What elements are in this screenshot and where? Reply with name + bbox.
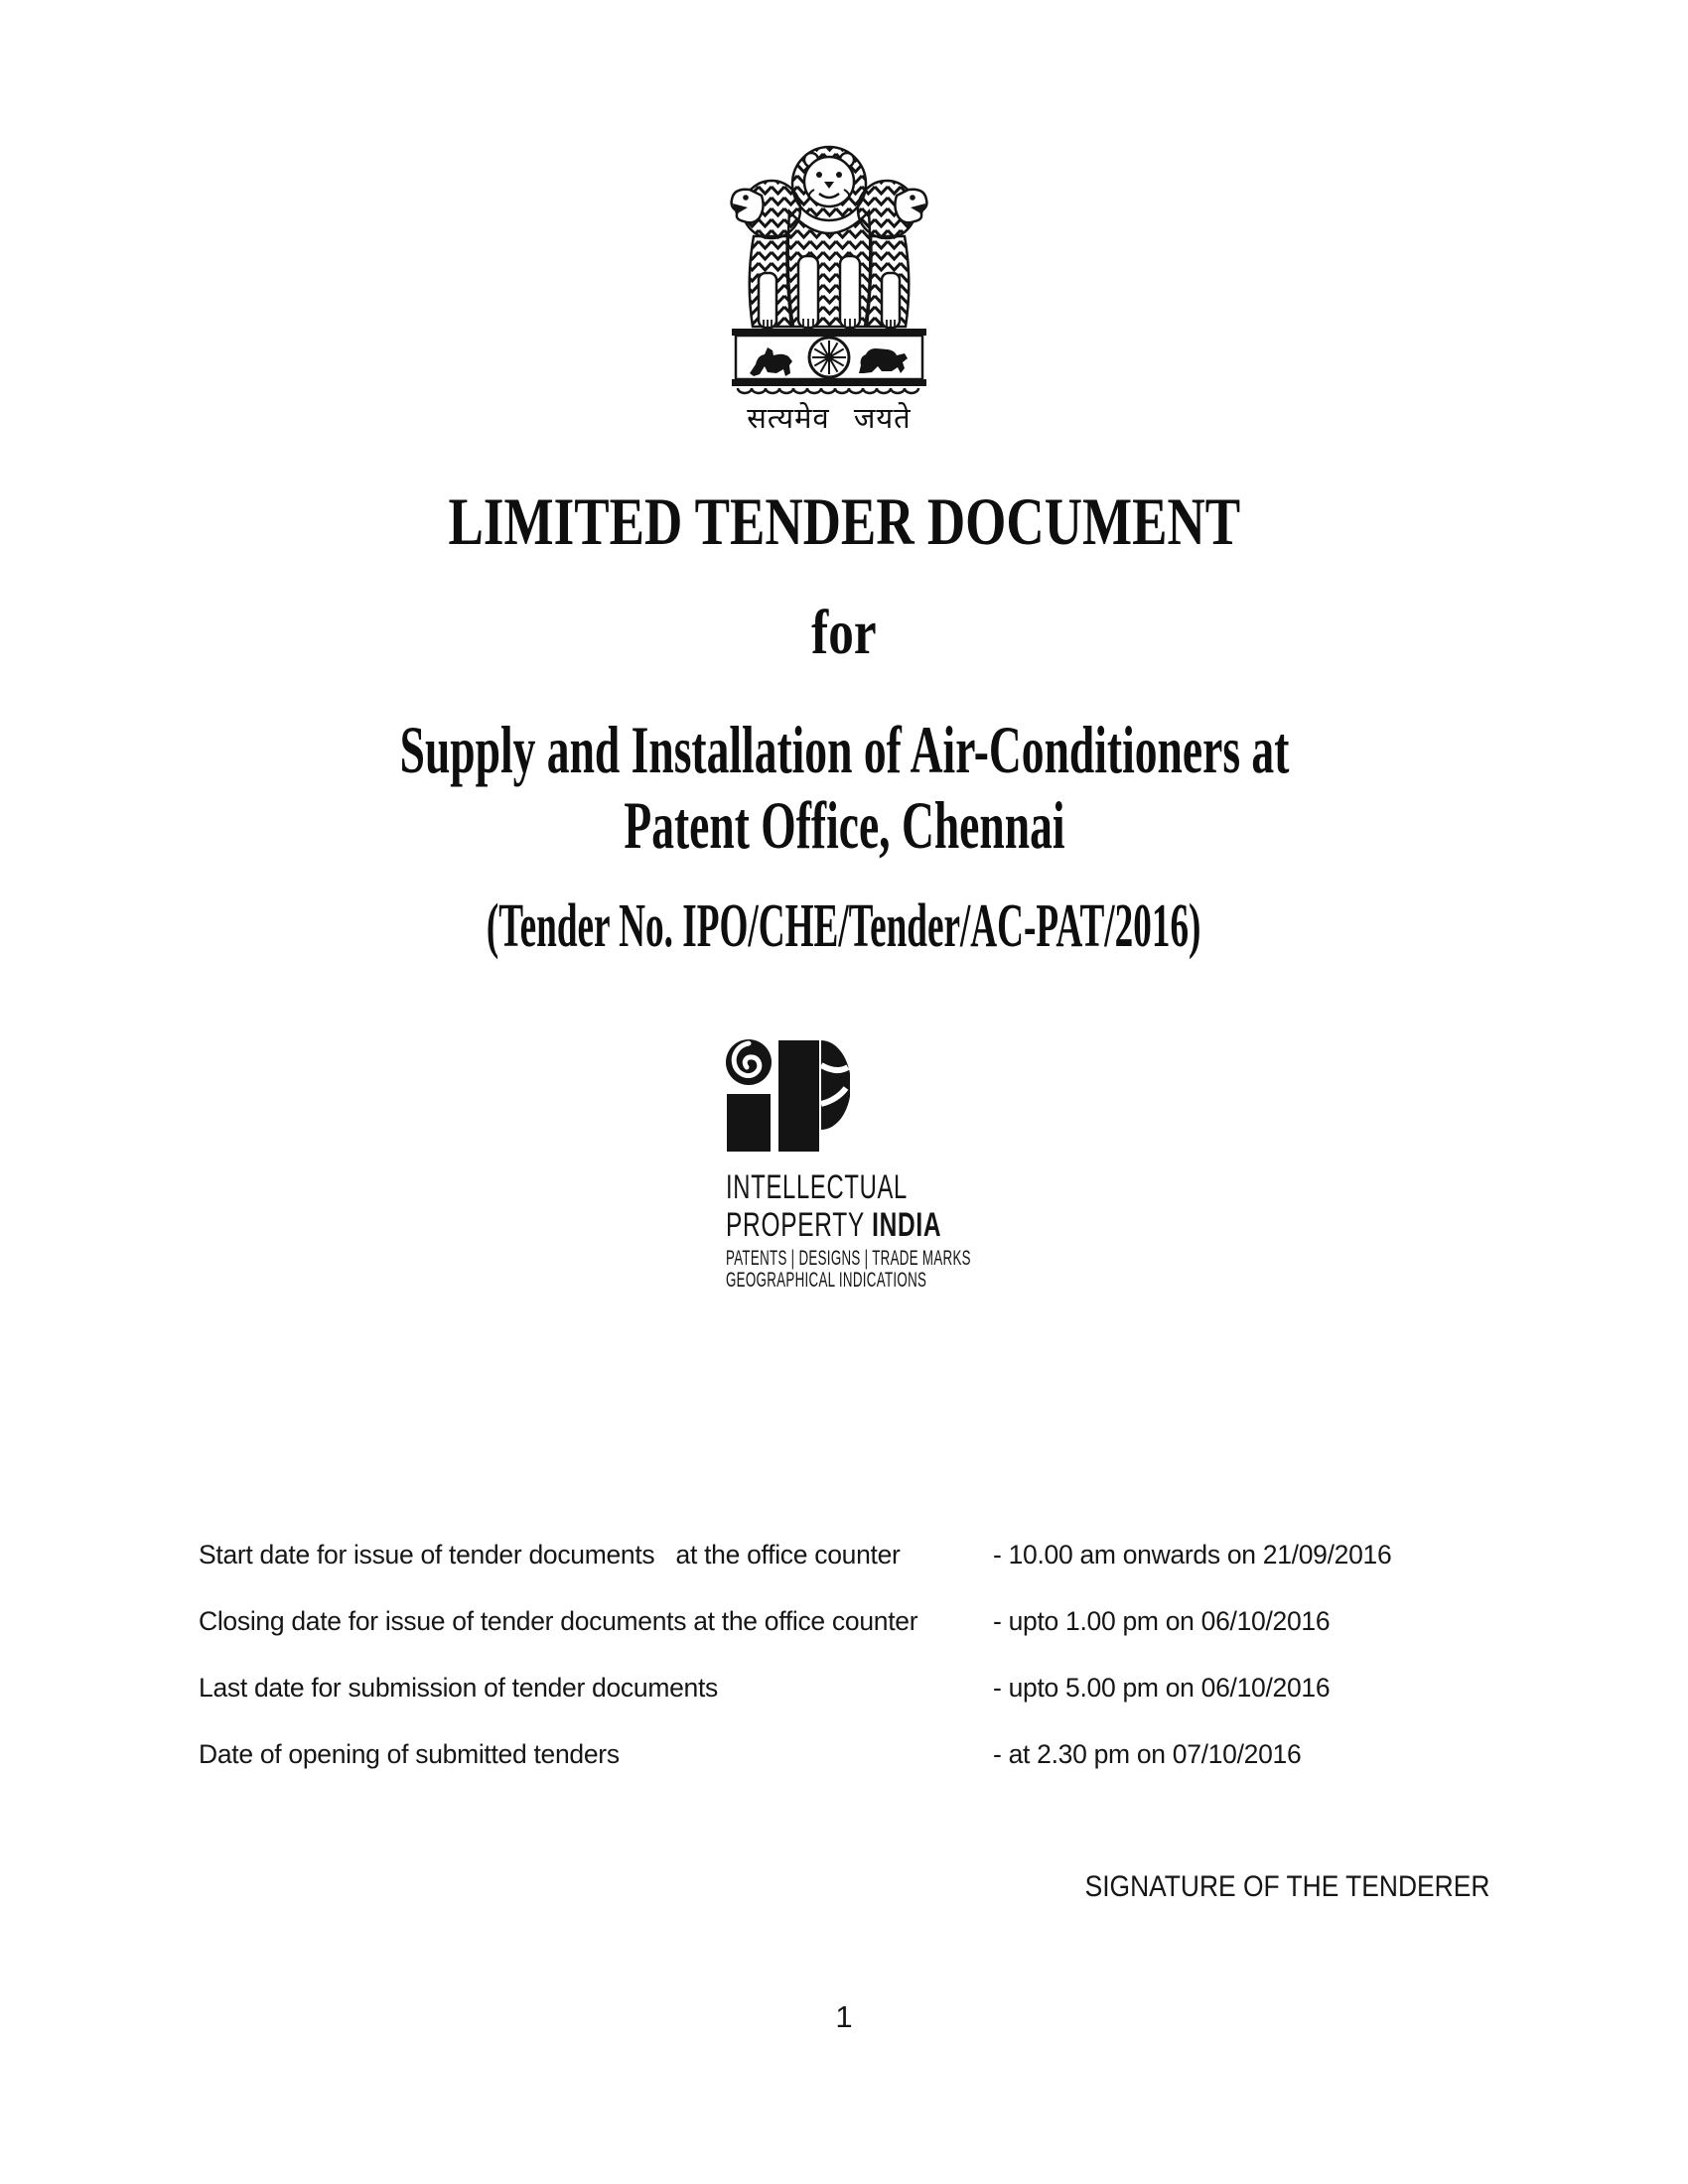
tender-number: (Tender No. IPO/CHE/Tender/AC-PAT/2016) <box>487 892 1201 960</box>
schedule-value: - upto 1.00 pm on 06/10/2016 <box>993 1606 1331 1636</box>
for-text: for <box>811 597 877 667</box>
ip-india-logo-icon <box>726 1038 850 1153</box>
ip-logo-text-property-india: PROPERTY INDIA <box>726 1206 942 1244</box>
ip-logo-text-geographical-indications: GEOGRAPHICAL INDICATIONS <box>726 1268 927 1292</box>
schedule-row-opening-date <box>199 1739 1489 1773</box>
schedule-label: Date of opening of submitted tenders <box>199 1739 620 1769</box>
schedule-value: - 10.00 am onwards on 21/09/2016 <box>993 1540 1392 1570</box>
schedule-row-last-date <box>199 1673 1489 1706</box>
schedule-value: - at 2.30 pm on 07/10/2016 <box>993 1739 1302 1769</box>
schedule-row-closing-date <box>199 1606 1489 1640</box>
page-number: 1 <box>835 1999 853 2034</box>
signature-line: SIGNATURE OF THE TENDERER <box>1084 1870 1489 1903</box>
schedule-label: Start date for issue of tender documents at the office counter <box>199 1540 901 1570</box>
schedule-row-start-date <box>199 1540 1489 1573</box>
schedule-label: Last date for submission of tender documents <box>199 1673 718 1703</box>
subject-line-2: Patent Office, Chennai <box>623 787 1065 863</box>
emblem-motto: सत्यमेव जयते <box>747 401 912 435</box>
schedule-label: Closing date for issue of tender documents at the office counter <box>199 1606 925 1636</box>
ip-logo-text-intellectual: INTELLECTUAL <box>726 1168 908 1206</box>
ip-india-logo <box>726 1038 1024 1291</box>
india-national-emblem <box>720 142 938 437</box>
subject-line-1: Supply and Installation of Air-Conditioners at <box>399 712 1289 787</box>
schedule-value: - upto 5.00 pm on 06/10/2016 <box>993 1673 1331 1703</box>
india-national-emblem-icon <box>720 142 938 395</box>
document-title: LIMITED TENDER DOCUMENT <box>448 483 1240 559</box>
tender-schedule <box>199 1540 1489 1806</box>
ip-logo-text-patents-designs-trademarks: PATENTS | DESIGNS | TRADE MARKS <box>726 1246 971 1270</box>
